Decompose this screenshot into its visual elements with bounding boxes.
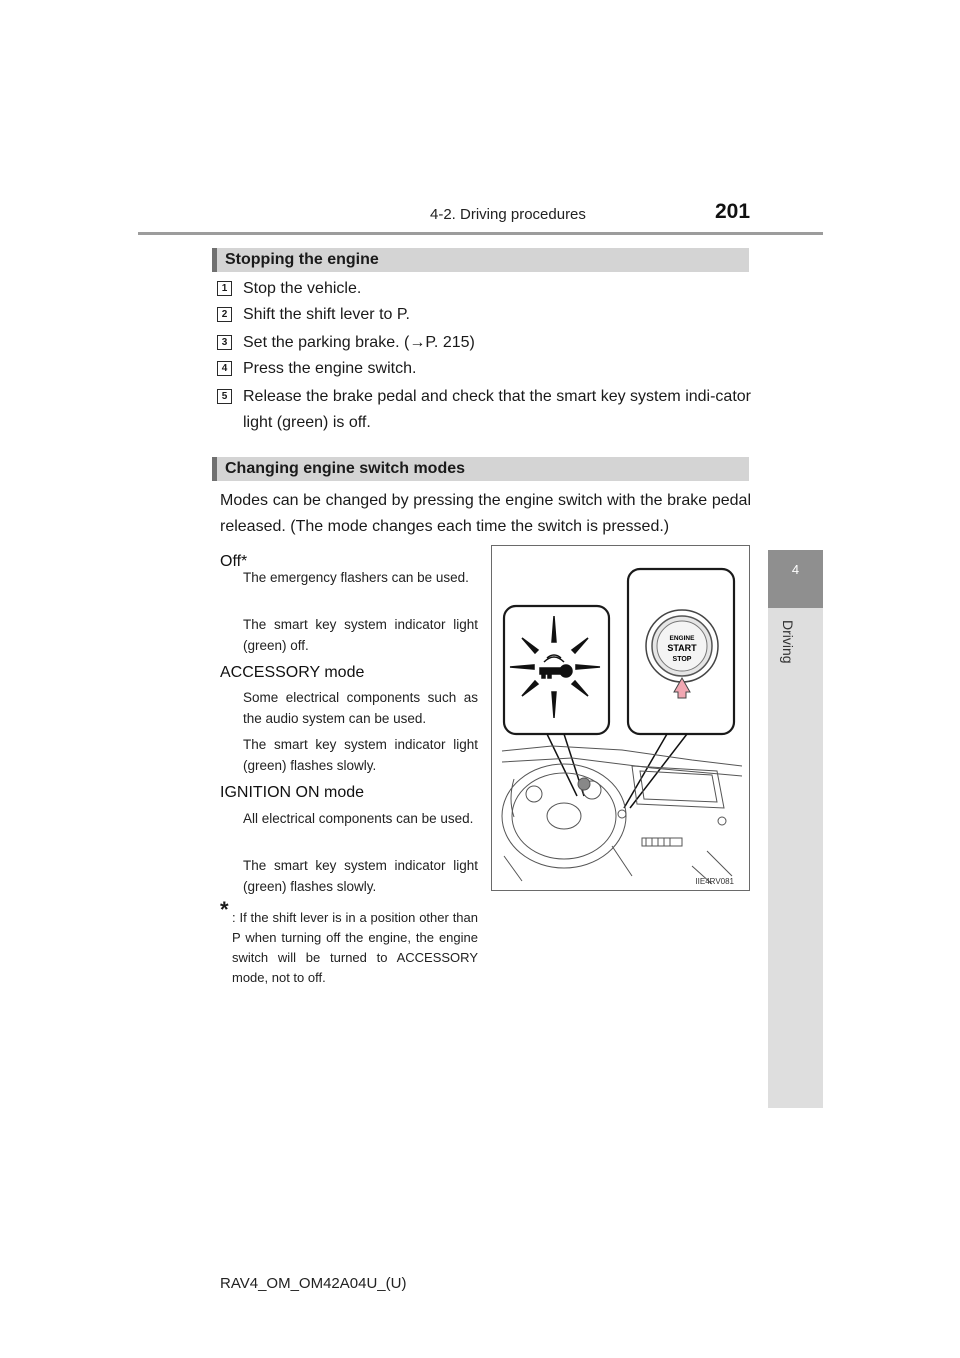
step-number-4: 4 [217,361,232,376]
section-heading-modes: Changing engine switch modes [212,457,749,481]
mode-off-title: Off* [220,553,248,570]
mode-off-desc-1: The emergency flashers can be used. [243,570,469,585]
engine-switch-figure [491,545,750,891]
engine-switch-label-line2: START [667,643,697,653]
figure-code: IIE4RV081 [695,877,734,886]
mode-ignition-title: IGNITION ON mode [220,784,365,801]
chapter-label: Driving [780,620,796,664]
step-text-2: Shift the shift lever to P. [243,306,410,323]
engine-switch-label-line3: STOP [672,656,692,663]
dashboard-illustration [492,546,749,890]
step-number-3: 3 [217,335,232,350]
step-text-1: Stop the vehicle. [243,280,362,297]
dashboard-line-art [502,746,742,884]
running-header-section: 4-2. Driving procedures [430,206,586,223]
engine-switch-label-line1: ENGINE [669,635,695,642]
header-rule [138,232,823,235]
modes-intro-paragraph: Modes can be changed by pressing the engine switch with the brake pedal released. (The mode changes each time the switch is pressed.) [220,492,751,535]
document-code: RAV4_OM_OM42A04U_(U) [220,1275,407,1292]
mode-accessory-title: ACCESSORY mode [220,664,365,681]
footnote-text: : If the shift lever is in a position other than P when turning off the engine, the engine switch will be turned to ACCESSORY mode, not to off. [232,910,478,985]
page-number: 201 [715,200,751,223]
mode-accessory-desc-2: The smart key system indicator light (green) flashes slowly. [243,737,478,773]
mode-off-desc-2: The smart key system indicator light (green) off. [243,617,478,653]
footnote-asterisk: * [220,897,229,922]
step-text-4: Press the engine switch. [243,360,417,377]
chapter-tab-marker [768,550,823,608]
chapter-tab-strip [768,608,823,1108]
step-number-2: 2 [217,307,232,322]
step-text-5: Release the brake pedal and check that the smart key system indi-cator light (green) is off. [243,388,751,431]
step-number-1: 1 [217,281,232,296]
chapter-number: 4 [791,562,800,577]
mode-accessory-desc-1: Some electrical components such as the audio system can be used. [243,690,478,726]
step-number-5: 5 [217,389,232,404]
mode-ignition-desc-1: All electrical components can be used. [243,811,474,826]
mode-ignition-desc-2: The smart key system indicator light (green) flashes slowly. [243,858,478,894]
step-text-3: Set the parking brake. (→P. 215) [243,334,475,351]
section-heading-stopping: Stopping the engine [212,248,749,272]
